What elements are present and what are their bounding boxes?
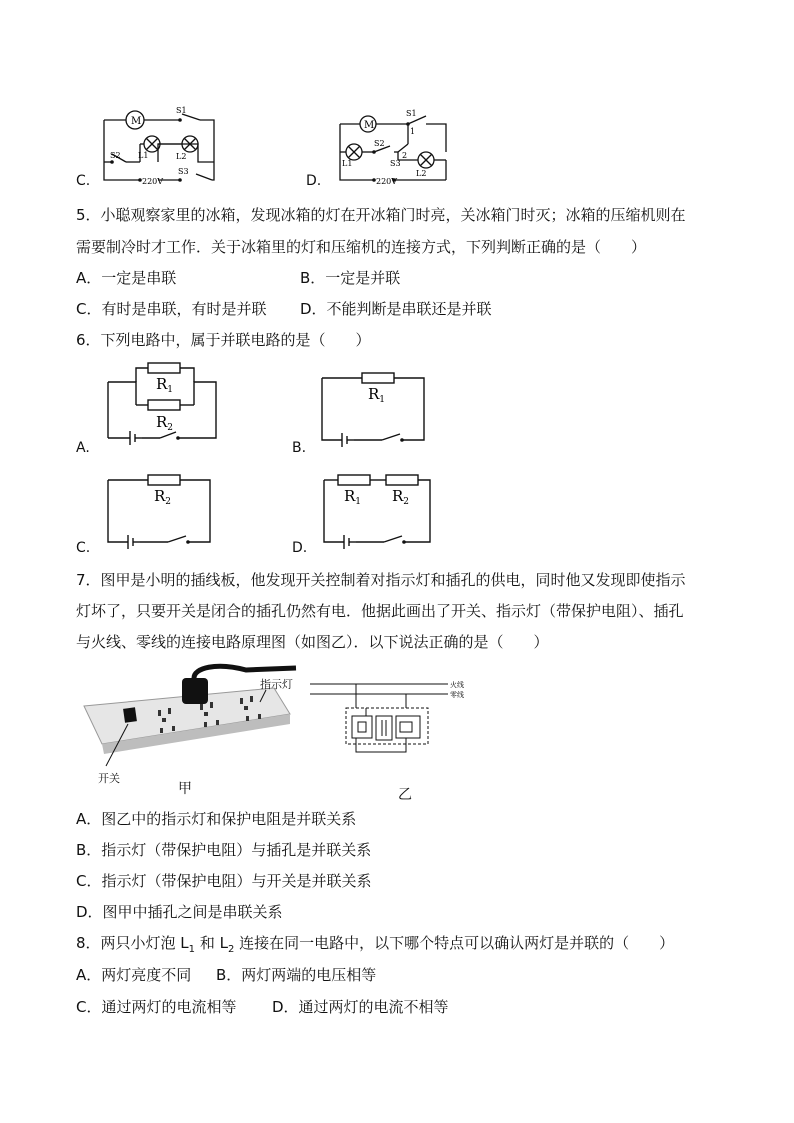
r1-letter: R — [368, 385, 380, 403]
motor-label: M — [364, 120, 375, 131]
lamp-l2-label: L2 — [416, 169, 427, 178]
q5-option-d: D．不能判断是串联还是并联 — [300, 300, 492, 318]
q7-option-a: A．图乙中的指示灯和保护电阻是并联关系 — [76, 810, 357, 828]
switch-s2-label: S2 — [374, 139, 385, 148]
r2-letter: R — [156, 413, 168, 431]
q8-option-c: C．通过两灯的电流相等 — [76, 998, 237, 1016]
switch-s3-label: S3 — [390, 159, 401, 168]
q6-option-d-label: D. — [292, 540, 308, 556]
switch-s3-label: S3 — [178, 167, 189, 176]
q6-option-c-label: C. — [76, 540, 91, 556]
resistor-r2-label — [156, 413, 173, 433]
q5-option-b: B．一定是并联 — [300, 269, 401, 287]
live-wire-label: 火线 — [450, 681, 464, 689]
q8-option-b: B．两灯两端的电压相等 — [216, 966, 377, 984]
q6-circuit-c-diagram — [106, 472, 212, 548]
q6-option-b-label: B. — [292, 440, 307, 456]
contact-2-label: 2 — [402, 151, 408, 160]
switch-s1-label: S1 — [176, 106, 187, 115]
r2-letter: R — [392, 487, 404, 505]
q5-stem-line-2: 需要制冷时才工作．关于冰箱里的灯和压缩机的连接方式，下列判断正确的是（ ） — [76, 238, 647, 256]
switch-label: 开关 — [98, 772, 120, 785]
q4-circuit-d-diagram — [334, 104, 459, 189]
switch-s2-label: S2 — [110, 151, 121, 160]
q4-option-c-label: C. — [76, 173, 91, 189]
r2-letter: R — [154, 487, 166, 505]
lamp-l2-label: L2 — [176, 152, 187, 161]
motor-label: M — [131, 116, 142, 127]
q7-stem-line-2: 灯坏了，只要开关是闭合的插孔仍然有电．他据此画出了开关、指示灯（带保护电阻）、插孔 — [76, 602, 684, 620]
resistor-r1-label — [368, 385, 385, 405]
r2-subscript: 2 — [403, 497, 410, 507]
resistor-r2-label — [392, 487, 409, 507]
switch-s1-label: S1 — [406, 109, 417, 118]
q6-circuit-d-diagram — [322, 472, 434, 548]
q7-stem-line-1: 7．图甲是小明的插线板，他发现开关控制着对指示灯和插孔的供电，同时他又发现即使指示 — [76, 571, 686, 589]
q5-option-a: A．一定是串联 — [76, 269, 177, 287]
q4-circuit-c-diagram — [100, 104, 220, 189]
figure-yi-label: 乙 — [398, 787, 412, 803]
q7-option-b: B．指示灯（带保护电阻）与插孔是并联关系 — [76, 841, 372, 859]
q4-option-d-label: D. — [306, 173, 322, 189]
q8-option-a: A．两灯亮度不同 — [76, 966, 192, 984]
q8-stem-mid: 和 L — [195, 934, 228, 952]
q5-stem-line-1: 5．小聪观察家里的冰箱，发现冰箱的灯在开冰箱门时亮，关冰箱门时灭；冰箱的压缩机则在 — [76, 206, 686, 224]
q7-schematic-yi — [308, 676, 464, 768]
q6-circuit-b-diagram — [320, 370, 426, 446]
r2-subscript: 2 — [165, 497, 172, 507]
q8-stem-pre: 8．两只小灯泡 L — [76, 934, 189, 952]
r2-subscript: 2 — [167, 423, 174, 433]
q8-sub-2: 2 — [227, 944, 235, 955]
q6-option-a-label: A. — [76, 440, 90, 456]
r1-letter: R — [344, 487, 356, 505]
q7-option-d: D．图甲中插孔之间是串联关系 — [76, 903, 283, 921]
resistor-r2-label — [154, 487, 171, 507]
lamp-l1-label: L1 — [342, 159, 353, 168]
q6-circuit-a-diagram — [106, 360, 218, 444]
indicator-light-label: 指示灯 — [260, 678, 293, 691]
resistor-r1-label — [344, 487, 361, 507]
q7-option-c: C．指示灯（带保护电阻）与开关是并联关系 — [76, 872, 372, 890]
r1-subscript: 1 — [355, 497, 362, 507]
q8-stem — [76, 933, 674, 960]
lamp-l1-label: L1 — [138, 151, 149, 160]
q5-option-c: C．有时是串联，有时是并联 — [76, 300, 267, 318]
q6-stem: 6．下列电路中，属于并联电路的是（ ） — [76, 331, 371, 349]
q8-option-d: D．通过两灯的电流不相等 — [272, 998, 449, 1016]
neutral-wire-label: 零线 — [450, 691, 464, 699]
q8-sub-1: 1 — [188, 944, 196, 955]
q8-stem-post: 连接在同一电路中，以下哪个特点可以确认两灯是并联的（ ） — [234, 934, 675, 952]
contact-1-label: 1 — [410, 127, 416, 136]
figure-jia-label: 甲 — [178, 781, 192, 797]
supply-label: 220V — [142, 177, 164, 186]
resistor-r1-label — [156, 375, 173, 395]
q7-stem-line-3: 与火线、零线的连接电路原理图（如图乙）．以下说法正确的是（ ） — [76, 633, 549, 651]
r1-subscript: 1 — [167, 385, 174, 395]
r1-subscript: 1 — [379, 395, 386, 405]
supply-label: 220V — [376, 177, 398, 186]
r1-letter: R — [156, 375, 168, 393]
